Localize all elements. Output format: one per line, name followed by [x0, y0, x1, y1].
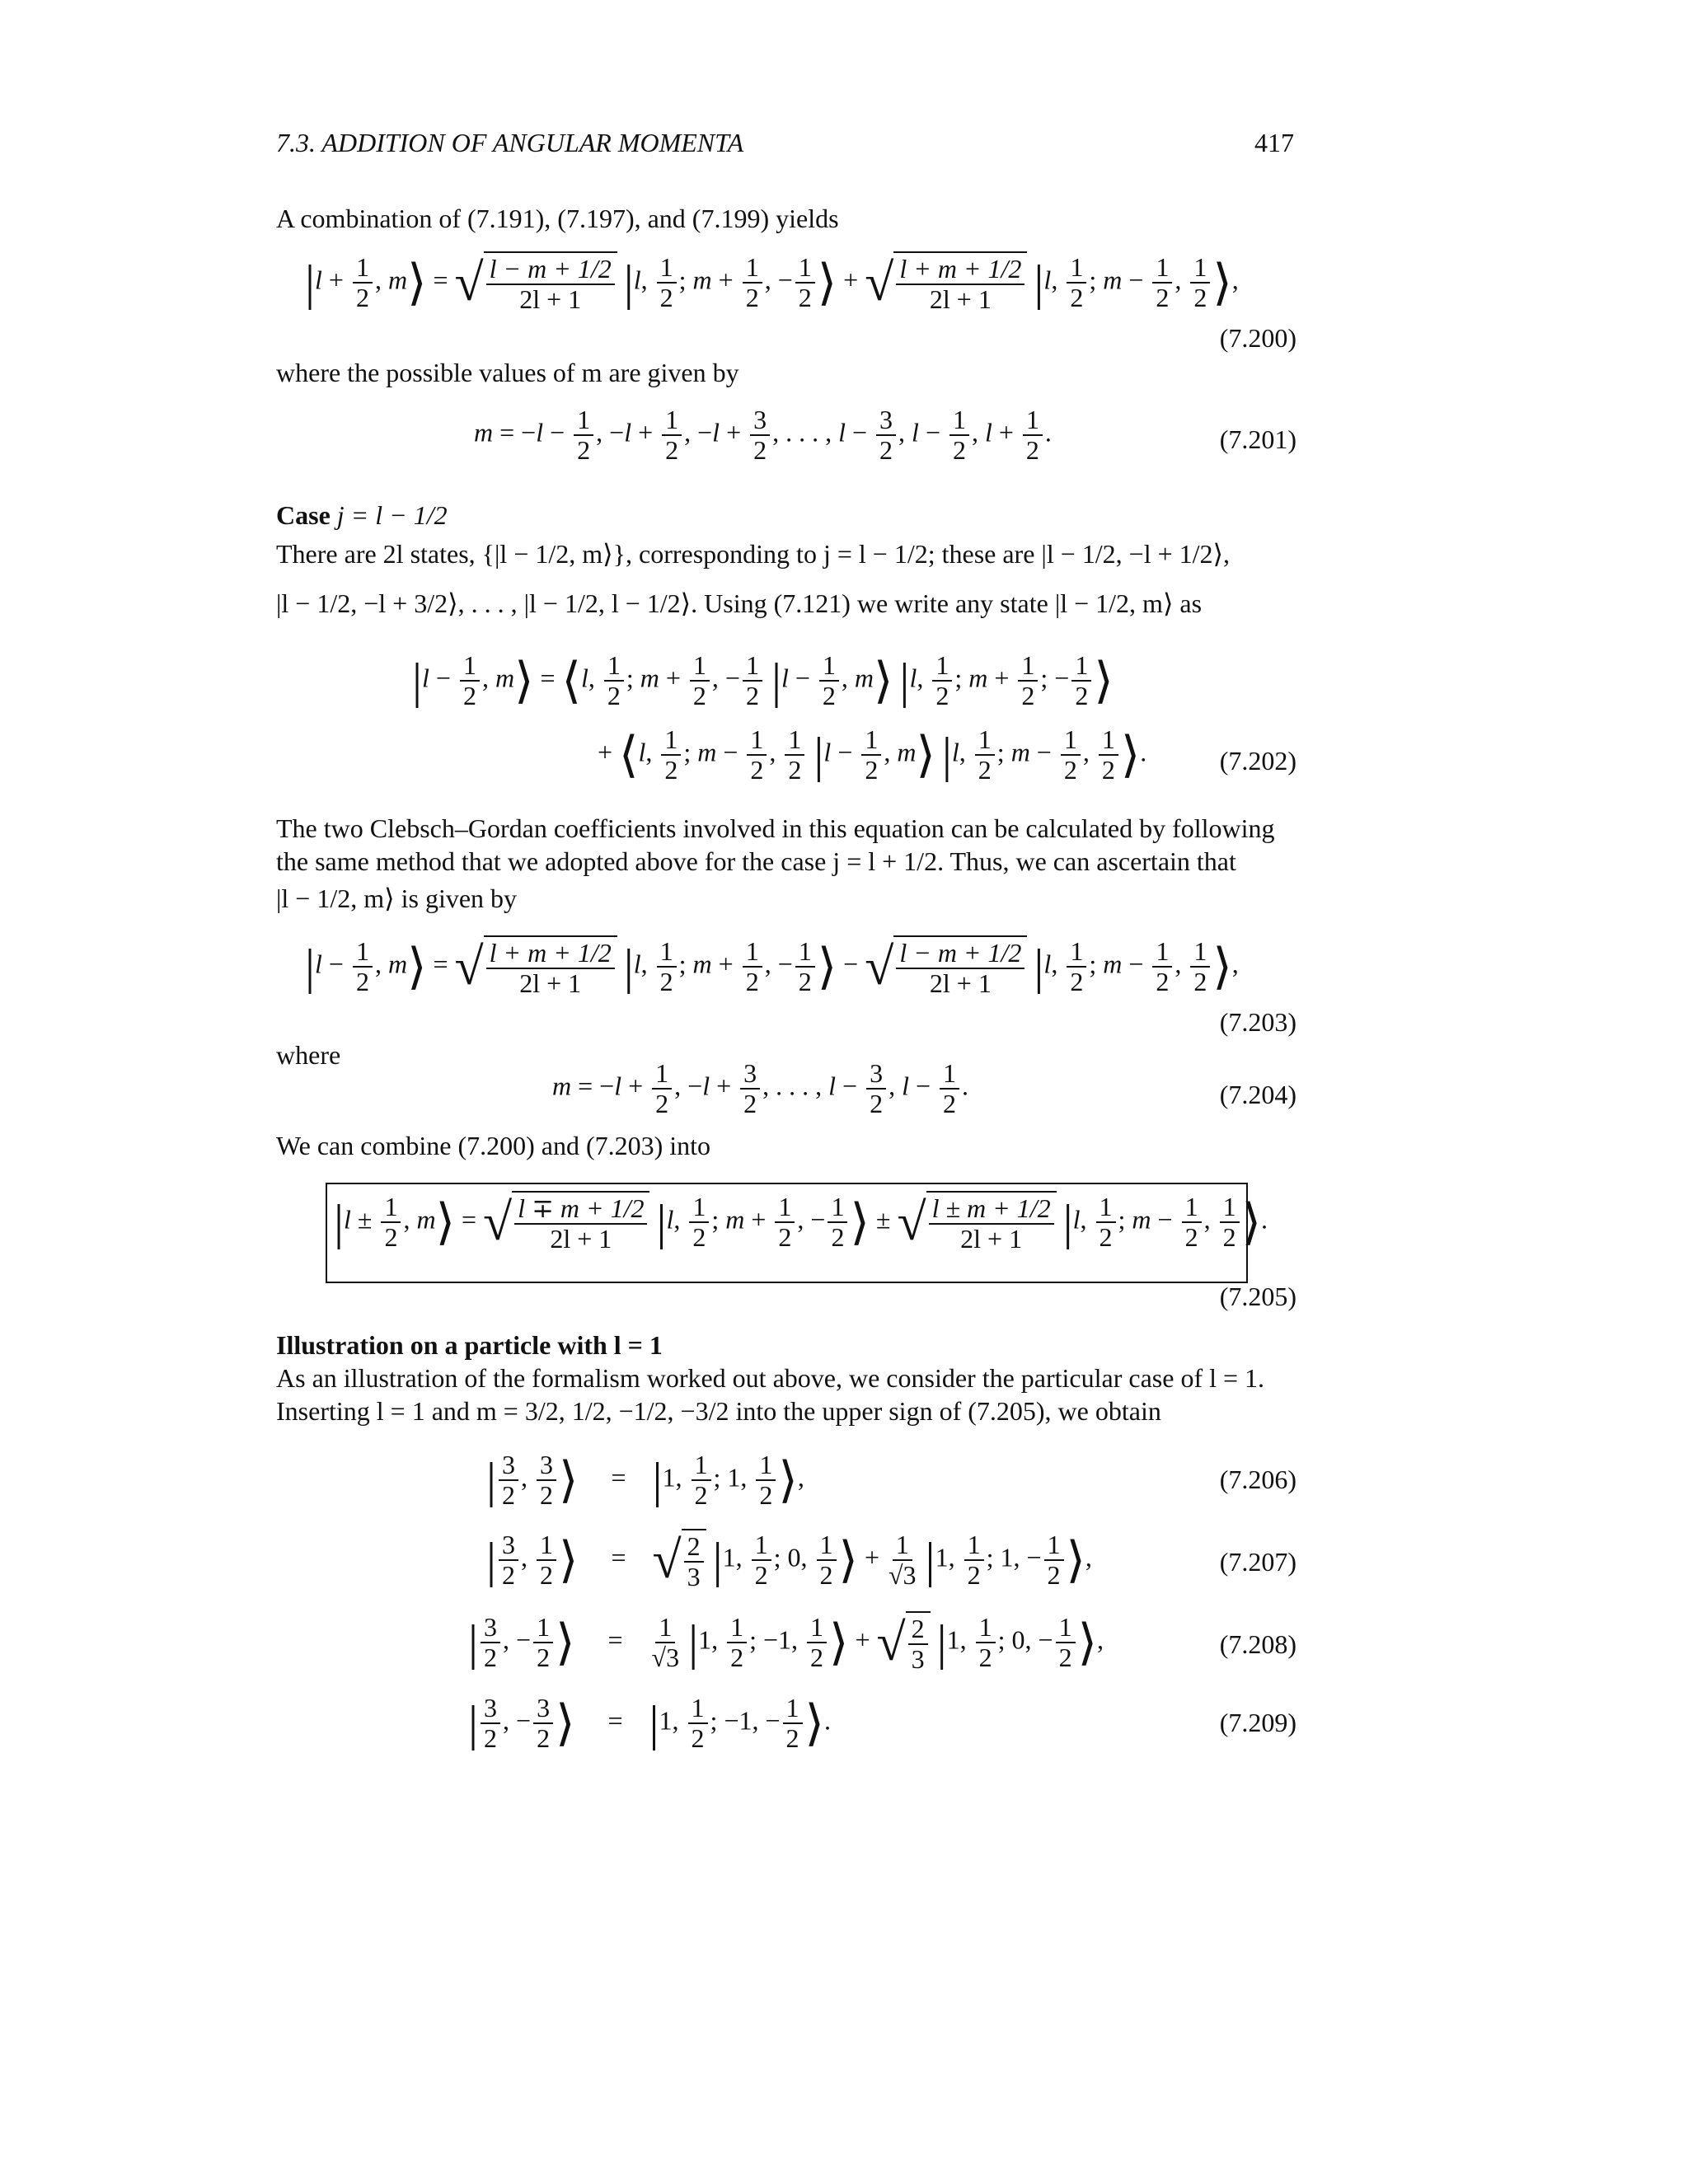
page-number: 417 [1254, 128, 1294, 157]
paragraph-cg-line2: the same method that we adopted above for the case j = l + 1/2. Thus, we can ascertain that [276, 846, 1236, 876]
equation-number-7-202: (7.202) [1219, 746, 1296, 776]
equation-7-204: m = −l + $\frac{1}{2}$ , −l + $\frac{3}{2}$ , . . . , l − $\frac{3}{2}$ , l − $\frac{1}{2}$ . [552, 1058, 968, 1119]
eq205-coef1-num: l ∓ m + 1/2 [514, 1194, 647, 1225]
case-heading [276, 499, 448, 532]
eq205-coef2-den: 2l + 1 [960, 1224, 1023, 1254]
equation-number-7-205: (7.205) [1219, 1282, 1296, 1311]
equation-number-7-201: (7.201) [1219, 424, 1296, 454]
equation-number-7-208: (7.208) [1219, 1629, 1296, 1659]
equation-7-208: | $\frac{3}{2}$ , − $\frac{1}{2}$ ⟩ = $\frac{1}{√3}$ |1, $\frac{1}{2}$ ; −1, $\frac{1}{2}$ ⟩ + √ $\frac{2}{3}$ |1, $\frac{1}{2}$ ; 0, − $\frac{1}{2}$ ⟩, [468, 1612, 1104, 1675]
equation-7-206: | $\frac{3}{2}$ , $\frac{3}{2}$ ⟩ = |1, $\frac{1}{2}$ ; 1, $\frac{1}{2}$ ⟩, [486, 1450, 804, 1511]
equation-number-7-209: (7.209) [1219, 1708, 1296, 1737]
equation-7-203: |l − $\frac{1}{2}$ , m⟩ = √ $\frac{l + m + 1/2}{2l + 1}$ |l, $\frac{1}{2}$ ; m + $\frac{1}{2}$ , − $\frac{1}{2}$ ⟩ − √ $\frac{l - m + 1/2}{2l + 1}$ |l, $\frac{1}{2}$ ; m − $\frac{1}{2}$ , $\frac{1}{2}$ ⟩, [305, 936, 1239, 999]
equation-number-7-206: (7.206) [1219, 1465, 1296, 1494]
eq205-coef2-num: l ± m + 1/2 [929, 1194, 1054, 1225]
paragraph-cg-line1: The two Clebsch–Gordan coefficients involved in this equation can be calculated by following [276, 813, 1275, 843]
equation-7-200: |l + $\frac{1}{2}$ , m⟩ = √ $\frac{l - m + 1/2}{2l + 1}$ |l, $\frac{1}{2}$ ; m + $\frac{1}{2}$ , − $\frac{1}{2}$ ⟩ + √ $\frac{l + m + 1/2}{2l + 1}$ |l, $\frac{1}{2}$ ; m − $\frac{1}{2}$ , $\frac{1}{2}$ ⟩, [305, 252, 1239, 315]
eq200-coef2-den: 2l + 1 [929, 284, 992, 315]
case-label: Case [276, 500, 331, 530]
paragraph-states-line2: |l − 1/2, −l + 3/2⟩, . . . , |l − 1/2, l − 1/2⟩. Using (7.121) we write any state |l − 1/2, m⟩ as [276, 588, 1203, 618]
eq205-coef1-den: 2l + 1 [550, 1224, 612, 1254]
equation-7-205: |l ± $\frac{1}{2}$ , m⟩ = √ $\frac{l \mp m + 1/2}{2l + 1}$ |l, $\frac{1}{2}$ ; m + $\frac{1}{2}$ , − $\frac{1}{2}$ ⟩ ± √ $\frac{l \pm m + 1/2}{2l + 1}$ |l, $\frac{1}{2}$ ; m − $\frac{1}{2}$ , $\frac{1}{2}$ ⟩. [334, 1192, 1268, 1254]
equation-7-209: | $\frac{3}{2}$ , − $\frac{3}{2}$ ⟩ = |1, $\frac{1}{2}$ ; −1, − $\frac{1}{2}$ ⟩. [468, 1693, 831, 1754]
equation-number-7-203: (7.203) [1219, 1007, 1296, 1037]
paragraph-intro: A combination of (7.191), (7.197), and (7.199) yields [276, 204, 839, 233]
equation-7-201: m = −l − $\frac{1}{2}$ , −l + $\frac{1}{2}$ , −l + $\frac{3}{2}$ , . . . , l − $\frac{3}{2}$ , l − $\frac{1}{2}$ , l + $\frac{1}{2}$ . [474, 405, 1052, 466]
eq203-coef1-num: l + m + 1/2 [486, 939, 615, 969]
equation-number-7-200: (7.200) [1219, 323, 1296, 353]
equation-number-7-204: (7.204) [1219, 1080, 1296, 1109]
paragraph-cg-line3: |l − 1/2, m⟩ is given by [276, 883, 518, 913]
paragraph-possible-values: where the possible values of m are given by [276, 358, 739, 387]
case-expr: j = l − 1/2 [336, 500, 448, 530]
paragraph-illustration-line1: As an illustration of the formalism worked out above, we consider the particular case of l = 1. [276, 1363, 1265, 1393]
paragraph-combine: We can combine (7.200) and (7.203) into [276, 1131, 711, 1160]
eq200-coef1-num: l − m + 1/2 [486, 255, 615, 285]
illustration-heading: Illustration on a particle with l = 1 [276, 1330, 663, 1360]
equation-7-202-line1: |l − $\frac{1}{2}$ , m⟩ = ⟨l, $\frac{1}{2}$ ; m + $\frac{1}{2}$ , − $\frac{1}{2}$ |l − $\frac{1}{2}$ , m⟩ |l, $\frac{1}{2}$ ; m + $\frac{1}{2}$ ; − $\frac{1}{2}$ ⟩ [412, 650, 1114, 711]
eq203-coef1-den: 2l + 1 [519, 968, 582, 999]
paragraph-where: where [276, 1040, 341, 1070]
equation-7-202-line2: + ⟨l, $\frac{1}{2}$ ; m − $\frac{1}{2}$ , $\frac{1}{2}$ |l − $\frac{1}{2}$ , m⟩ |l, $\frac{1}{2}$ ; m − $\frac{1}{2}$ , $\frac{1}{2}$ ⟩. [598, 724, 1147, 785]
running-header-section: 7.3. ADDITION OF ANGULAR MOMENTA [276, 128, 744, 157]
eq200-coef1-den: 2l + 1 [519, 284, 582, 315]
equation-7-207: | $\frac{3}{2}$ , $\frac{1}{2}$ ⟩ = √ $\frac{2}{3}$ |1, $\frac{1}{2}$ ; 0, $\frac{1}{2}$ ⟩ + $\frac{1}{√3}$ |1, $\frac{1}{2}$ ; 1, − $\frac{1}{2}$ ⟩, [486, 1530, 1092, 1592]
eq200-coef2-num: l + m + 1/2 [896, 255, 1025, 285]
paragraph-illustration-line2: Inserting l = 1 and m = 3/2, 1/2, −1/2, −3/2 into the upper sign of (7.205), we obtain [276, 1396, 1161, 1426]
eq203-coef2-num: l − m + 1/2 [896, 939, 1025, 969]
eq203-coef2-den: 2l + 1 [929, 968, 992, 999]
equation-number-7-207: (7.207) [1219, 1547, 1296, 1577]
paragraph-states-line1: There are 2l states, {|l − 1/2, m⟩}, corresponding to j = l − 1/2; these are |l − 1/2, −l + 1/2⟩, [276, 539, 1230, 569]
